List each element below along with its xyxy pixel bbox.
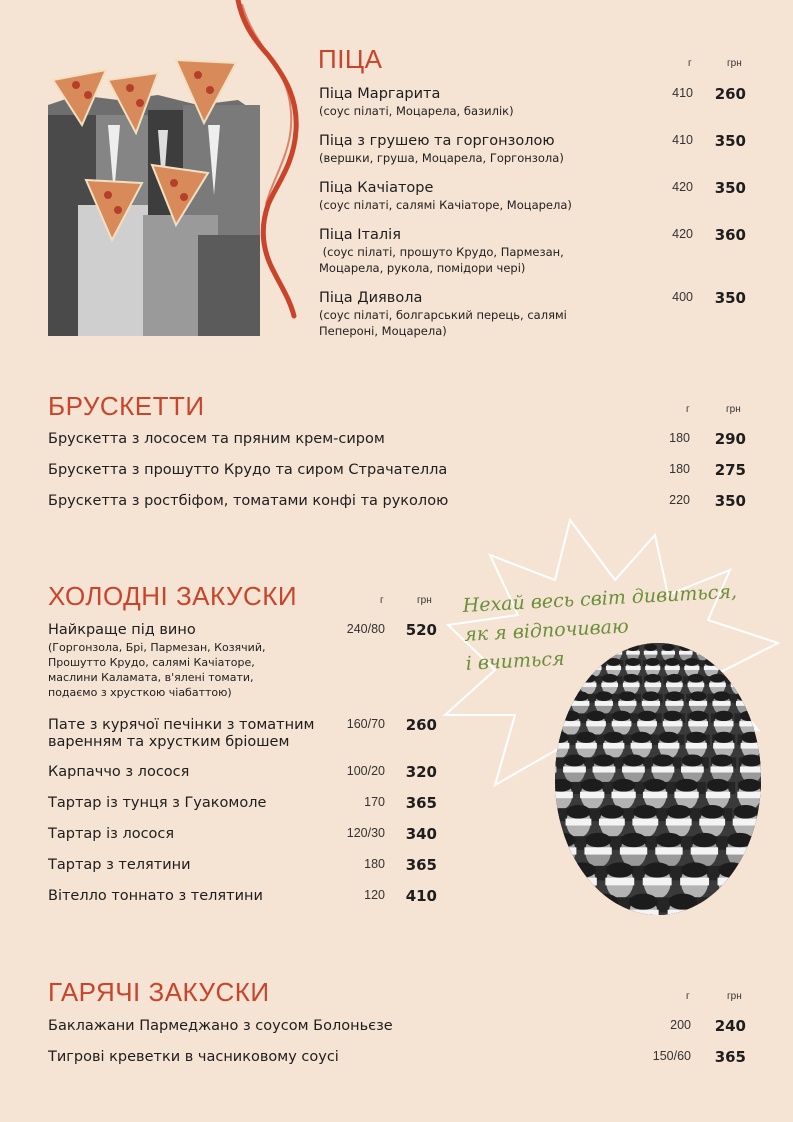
price-column-header: грн xyxy=(727,58,742,69)
price-column-header: грн xyxy=(726,404,741,415)
menu-item-weight: 120 xyxy=(364,888,385,902)
menu-item-price: 365 xyxy=(714,1048,746,1066)
weight-column-header: г xyxy=(686,404,690,415)
menu-item-weight: 200 xyxy=(670,1018,691,1032)
menu-item-weight: 420 xyxy=(672,227,693,241)
price-column-header: грн xyxy=(417,595,432,606)
menu-item-weight: 170 xyxy=(364,795,385,809)
menu-item-description: (соус пілаті, Моцарела, базилік) xyxy=(319,104,514,118)
pizza-heads-photo xyxy=(48,55,260,336)
menu-item-name: Піца Маргарита xyxy=(319,86,441,102)
menu-item-price: 350 xyxy=(714,132,746,150)
menu-item-price: 365 xyxy=(405,794,437,812)
menu-item-name: Піца Диявола xyxy=(319,290,423,306)
section-title-pizza: ПІЦА xyxy=(318,44,383,74)
section-title-cold-appetizers: ХОЛОДНІ ЗАКУСКИ xyxy=(48,581,298,611)
menu-item-price: 365 xyxy=(405,856,437,874)
menu-item-weight: 120/30 xyxy=(346,826,385,840)
menu-item-name: Баклажани Пармеджано з соусом Болоньєзе xyxy=(48,1018,393,1034)
section-title-bruschetta: БРУСКЕТТИ xyxy=(48,391,205,421)
weight-column-header: г xyxy=(688,58,692,69)
menu-item-name: Тартар із лосося xyxy=(48,826,175,842)
weight-column-header: г xyxy=(380,595,384,606)
menu-item-price: 360 xyxy=(714,226,746,244)
menu-item-description: (Горгонзола, Брі, Пармезан, Козячий, xyxy=(48,641,266,654)
cinema-audience-photo xyxy=(555,643,761,915)
menu-item-price: 260 xyxy=(714,85,746,103)
menu-item-description: Моцарела, рукола, помідори чері) xyxy=(319,261,526,275)
menu-item-description: (соус пілаті, салямі Качіаторе, Моцарела) xyxy=(319,198,572,212)
menu-item-weight: 180 xyxy=(669,462,690,476)
menu-item-weight: 240/80 xyxy=(346,622,385,636)
price-column-header: грн xyxy=(727,991,742,1002)
quote-line: як я відпочиваю xyxy=(463,615,630,646)
menu-item-price: 410 xyxy=(405,887,437,905)
menu-item-description: (соус пілаті, прошуто Крудо, Пармезан, xyxy=(319,245,564,259)
menu-item-weight: 180 xyxy=(669,431,690,445)
menu-item-price: 350 xyxy=(714,289,746,307)
menu-item-price: 340 xyxy=(405,825,437,843)
menu-item-description: (вершки, груша, Моцарела, Горгонзола) xyxy=(319,151,564,165)
menu-item-weight: 220 xyxy=(669,493,690,507)
menu-item-weight: 160/70 xyxy=(346,717,385,731)
menu-item-name: Піца Качіаторе xyxy=(319,180,434,196)
menu-item-weight: 400 xyxy=(672,290,693,304)
quote-line: Нехай весь світ дивиться, xyxy=(462,580,738,617)
menu-item-price: 240 xyxy=(714,1017,746,1035)
menu-item-weight: 420 xyxy=(672,180,693,194)
menu-item-name: Брускетта з ростбіфом, томатами конфі та руколою xyxy=(48,493,449,509)
section-title-hot-appetizers: ГАРЯЧІ ЗАКУСКИ xyxy=(48,977,270,1007)
menu-item-name: Піца з грушею та горгонзолою xyxy=(319,133,555,149)
menu-item-weight: 150/60 xyxy=(652,1049,691,1063)
menu-item-price: 320 xyxy=(405,763,437,781)
menu-item-price: 260 xyxy=(405,716,437,734)
menu-item-name: Брускетта з лососем та пряним крем-сиром xyxy=(48,431,385,447)
menu-item-name: Пате з курячої печінки з томатним xyxy=(48,717,315,733)
menu-item-description: маслини Каламата, в'ялені томати, xyxy=(48,671,254,684)
menu-item-weight: 410 xyxy=(672,133,693,147)
menu-item-name: Вітелло тоннато з телятини xyxy=(48,888,263,904)
menu-item-description: Прошутто Крудо, салямі Качіаторе, xyxy=(48,656,255,669)
menu-item-price: 520 xyxy=(405,621,437,639)
menu-item-name: Тартар з телятини xyxy=(48,857,191,873)
weight-column-header: г xyxy=(686,991,690,1002)
menu-item-name: Піца Італія xyxy=(319,227,401,243)
menu-item-price: 350 xyxy=(714,492,746,510)
menu-item-price: 290 xyxy=(714,430,746,448)
menu-item-description: подаємо з хрусткою чіабаттою) xyxy=(48,686,232,699)
menu-item-weight: 100/20 xyxy=(346,764,385,778)
menu-item-name: Найкраще під вино xyxy=(48,622,196,638)
menu-item-price: 275 xyxy=(714,461,746,479)
menu-item-name: Брускетта з прошутто Крудо та сиром Страчателла xyxy=(48,462,448,478)
menu-item-price: 350 xyxy=(714,179,746,197)
menu-item-description: Пепероні, Моцарела) xyxy=(319,324,447,338)
menu-item-weight: 180 xyxy=(364,857,385,871)
menu-item-description: (соус пілаті, болгарський перець, салямі xyxy=(319,308,567,322)
menu-item-name: Тартар із тунця з Гуакомоле xyxy=(48,795,267,811)
menu-item-name: Карпаччо з лосося xyxy=(48,764,190,780)
menu-item-name: варенням та хрустким бріошем xyxy=(48,734,290,750)
quote-line: і вчиться xyxy=(465,647,566,675)
menu-item-name: Тигрові креветки в часниковому соусі xyxy=(48,1049,339,1065)
menu-item-weight: 410 xyxy=(672,86,693,100)
